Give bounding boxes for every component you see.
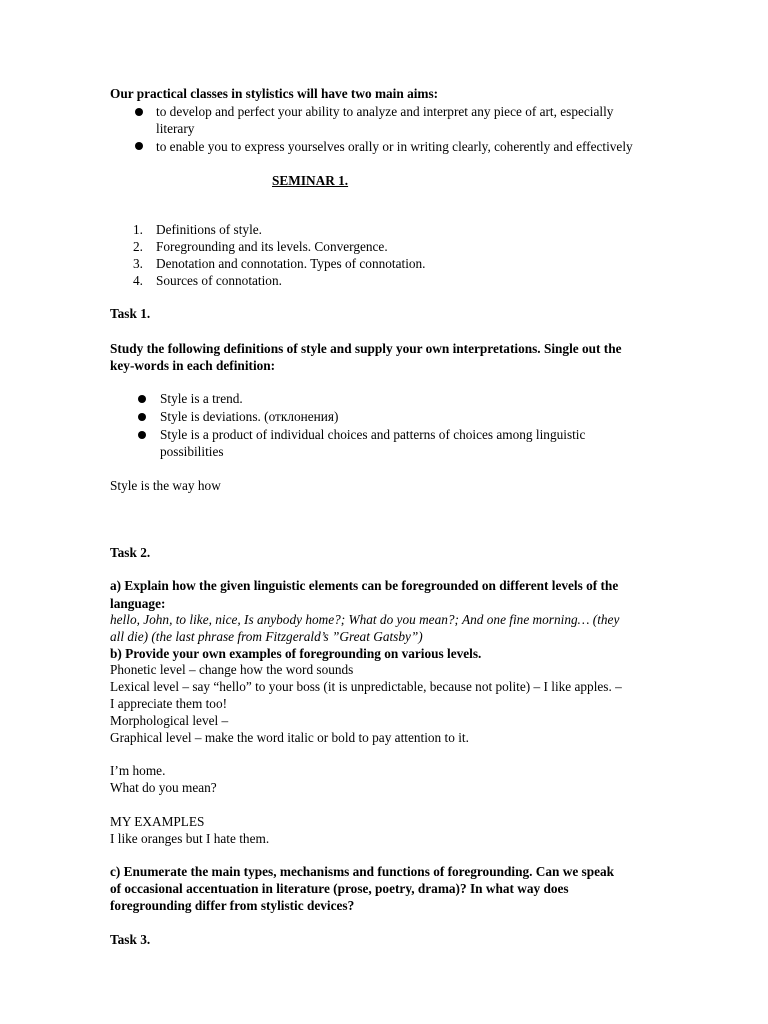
bullet-icon xyxy=(138,395,146,403)
definition-3-line-1: Style is a product of individual choices and patterns of choices among linguistic xyxy=(160,427,586,442)
topic-4: Sources of connotation. xyxy=(156,273,282,288)
task-2-title: Task 2. xyxy=(110,545,151,560)
bullet-icon xyxy=(138,413,146,421)
topic-number: 1. xyxy=(133,222,143,237)
definition-3-line-2: possibilities xyxy=(160,444,224,459)
task-2c-line-2: of occasional accentuation in literature (prose, poetry, drama)? In what way does xyxy=(110,881,569,896)
level-phonetic: Phonetic level – change how the word sounds xyxy=(110,662,354,677)
topic-1: Definitions of style. xyxy=(156,222,262,237)
my-example: I like oranges but I hate them. xyxy=(110,831,270,846)
phrase-2: What do you mean? xyxy=(110,780,217,795)
aim-1-line-1: to develop and perfect your ability to analyze and interpret any piece of art, especially xyxy=(156,104,614,119)
task-2a-line-2: language: xyxy=(110,596,166,611)
task-1-instruction-line-2: key-words in each definition: xyxy=(110,358,276,373)
topic-3: Denotation and connotation. Types of connotation. xyxy=(156,256,426,271)
bullet-icon xyxy=(138,431,146,439)
task-1-instruction-line-1: Study the following definitions of style and supply your own interpretations. Single out the xyxy=(110,341,622,356)
task-3-title: Task 3. xyxy=(110,932,151,947)
task-2c-line-1: c) Enumerate the main types, mechanisms and functions of foregrounding. Can we speak xyxy=(110,864,615,879)
topic-number: 4. xyxy=(133,273,143,288)
task-2a-examples-line-1: hello, John, to like, nice, Is anybody home?; What do you mean?; And one fine morning… (they xyxy=(110,612,620,627)
level-lexical: Lexical level – say “hello” to your boss (it is unpredictable, because not polite) – I like apples. – xyxy=(110,679,622,694)
definition-1: Style is a trend. xyxy=(160,391,243,406)
task-2a-line-1: a) Explain how the given linguistic elements can be foregrounded on different levels of the xyxy=(110,578,619,593)
topic-number: 3. xyxy=(133,256,143,271)
task-1-answer: Style is the way how xyxy=(110,478,221,493)
definition-2: Style is deviations. (отклонения) xyxy=(160,409,339,424)
level-morphological: Morphological level – xyxy=(110,713,229,728)
seminar-title: SEMINAR 1. xyxy=(272,173,349,188)
task-2b-title: b) Provide your own examples of foregrounding on various levels. xyxy=(110,646,482,661)
phrase-1: I’m home. xyxy=(110,763,166,778)
my-examples-title: MY EXAMPLES xyxy=(110,814,205,829)
task-2c-line-3: foregrounding differ from stylistic devices? xyxy=(110,898,355,913)
intro-heading: Our practical classes in stylistics will have two main aims: xyxy=(110,86,439,101)
aim-1-line-2: literary xyxy=(156,121,195,136)
bullet-icon xyxy=(135,142,143,150)
bullet-icon xyxy=(135,108,143,116)
level-graphical: Graphical level – make the word italic or bold to pay attention to it. xyxy=(110,730,469,745)
level-lexical-cont: I appreciate them too! xyxy=(110,696,228,711)
task-2a-examples-line-2: all die) (the last phrase from Fitzgerald’s ”Great Gatsby”) xyxy=(110,629,423,644)
topic-2: Foregrounding and its levels. Convergence. xyxy=(156,239,388,254)
aim-2-line-1: to enable you to express yourselves orally or in writing clearly, coherently and effectively xyxy=(156,139,633,154)
task-1-title: Task 1. xyxy=(110,306,151,321)
topic-number: 2. xyxy=(133,239,143,254)
